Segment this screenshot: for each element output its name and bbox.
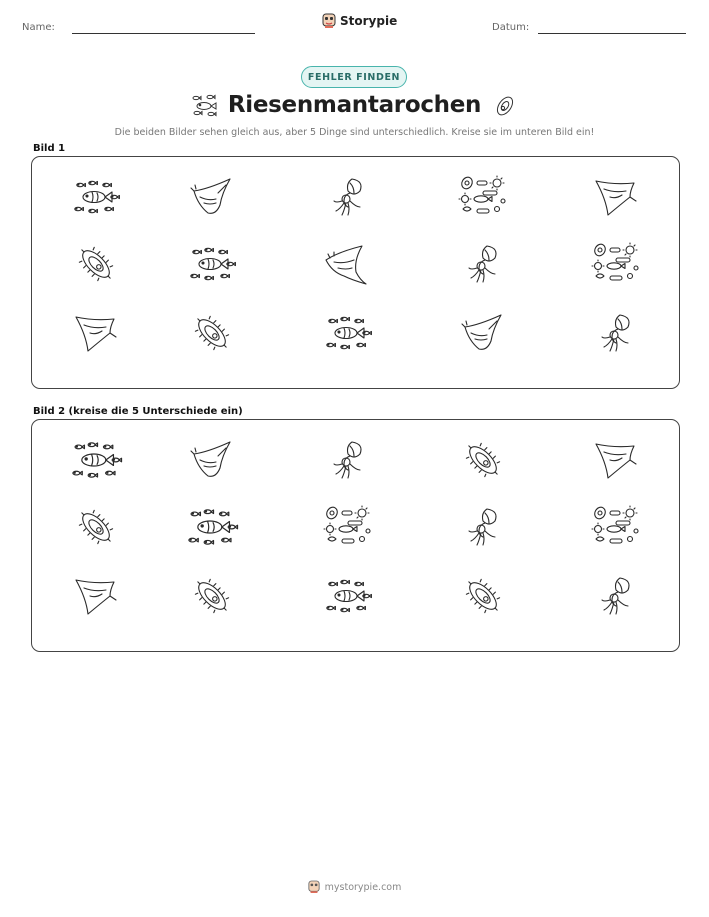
picture-panel-bild1: [31, 156, 680, 389]
fish-school-icon: [322, 311, 374, 355]
sea-plant-icon: [590, 311, 642, 355]
manta-ray-side-icon[interactable]: [70, 574, 122, 618]
manta-ray-icon: [457, 311, 509, 355]
microbe-icon: [186, 311, 238, 355]
manta-ray-icon: [186, 175, 238, 219]
manta-ray-left-icon: [322, 242, 374, 286]
manta-ray-side-icon: [70, 311, 122, 355]
page-title: Riesenmantarochen: [227, 92, 482, 118]
microbe-icon: [492, 92, 518, 120]
sea-plant-icon: [322, 175, 374, 219]
plankton-icon: [457, 175, 509, 219]
date-line[interactable]: [538, 33, 686, 34]
sea-plant-icon[interactable]: [590, 574, 642, 618]
fish-school-icon: [186, 242, 238, 286]
section-label-bild2: Bild 2 (kreise die 5 Unterschiede ein): [33, 406, 243, 417]
brand-logo: [322, 13, 397, 29]
microbe-icon[interactable]: [457, 574, 509, 618]
storypie-mascot-icon: [322, 13, 336, 29]
plankton-icon: [590, 242, 642, 286]
storypie-mascot-icon: [308, 880, 320, 894]
microbe-icon[interactable]: [186, 574, 238, 618]
fish-school-icon[interactable]: [176, 503, 248, 551]
sea-plant-icon[interactable]: [322, 438, 374, 482]
name-line[interactable]: [72, 33, 255, 34]
picture-panel-bild2[interactable]: [31, 419, 680, 652]
manta-ray-side-icon[interactable]: [590, 438, 642, 482]
footer-url[interactable]: mystorypie.com: [324, 881, 402, 893]
footer: [0, 880, 709, 894]
date-label: Datum:: [492, 22, 530, 33]
fish-school-icon[interactable]: [322, 574, 374, 618]
plankton-icon[interactable]: [322, 505, 374, 549]
microbe-icon: [70, 242, 122, 286]
category-badge: FEHLER FINDEN: [301, 66, 407, 88]
name-label: Name:: [22, 22, 55, 33]
sea-plant-icon: [457, 242, 509, 286]
instructions-text: Die beiden Bilder sehen gleich aus, aber 5 Dinge sind unterschiedlich. Kreise sie im unteren Bild ein!: [114, 127, 595, 138]
section-label-bild1: Bild 1: [33, 143, 66, 154]
microbe-icon[interactable]: [70, 505, 122, 549]
fish-school-icon: [70, 175, 122, 219]
sea-plant-icon[interactable]: [457, 505, 509, 549]
brand-name: Storypie: [340, 14, 398, 28]
fish-school-icon[interactable]: [60, 436, 132, 484]
microbe-icon[interactable]: [457, 438, 509, 482]
plankton-icon[interactable]: [590, 505, 642, 549]
manta-ray-side-icon: [590, 175, 642, 219]
manta-ray-icon[interactable]: [186, 438, 238, 482]
